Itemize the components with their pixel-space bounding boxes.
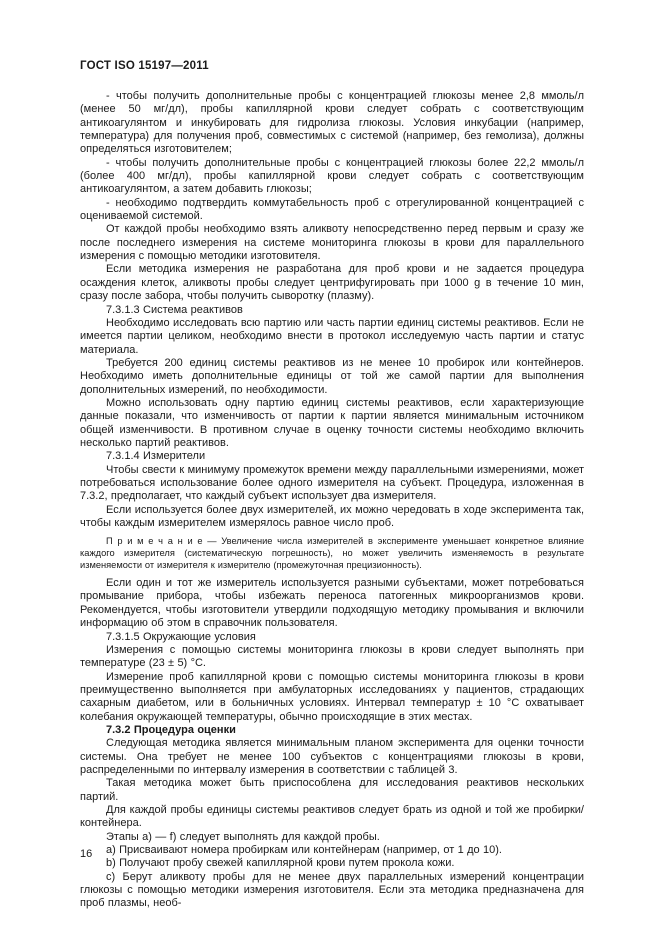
page-number: 16 bbox=[80, 848, 93, 860]
body-paragraph: - чтобы получить дополнительные пробы с концентрацией глюкозы менее 2,8 ммоль/л (менее 50 мг/дл), пробы капиллярной крови следует собрать с соответствующим антикоагулянтом и инкубировать для гидролиза глюкозы. Условия инкубации (например, температура) для получения проб, совместимых с системой (например, без гемолиза), должны определяться изготовителем; bbox=[80, 90, 584, 156]
section-heading: 7.3.1.4 Измерители bbox=[106, 450, 206, 463]
body-paragraph: Чтобы свести к минимуму промежуток времени между параллельными измерениями, может потребоваться использование более одного измерителя на субъект. Процедура, изложенная в 7.3.2, предполагает, что каждый субъект использует два измерителя. bbox=[80, 463, 584, 503]
body-paragraph: Измерение проб капиллярной крови с помощью системы мониторинга глюкозы в крови преимущественно выполняется при амбулаторных исследованиях у пациентов, страдающих сахарным диабетом, или в больничных условиях. Интервал температур ± 10 °C охватывает колебания окружающей температуры, обычно происходящие в этих местах. bbox=[80, 670, 584, 723]
body-paragraph: Требуется 200 единиц системы реактивов из не менее 10 пробирок или контейнеров. Необходимо иметь дополнительные единицы от той же самой партии для выполнения дополнительных измерений, по необходимости. bbox=[80, 356, 584, 396]
body-paragraph: Измерения с помощью системы мониторинга глюкозы в крови следует выполнять при температуре (23 ± 5) °C. bbox=[80, 643, 584, 670]
body-paragraph: Этапы a) — f) следует выполнять для каждой пробы. bbox=[106, 830, 380, 843]
body-paragraph: Следующая методика является минимальным планом эксперимента для оценки точности системы. Она требует не менее 100 субъектов с концентрациями глюкозы в крови, распределенными по интервалу измерения в соответствии с таблицей 3. bbox=[80, 737, 584, 776]
body-paragraph: - необходимо подтвердить коммутабельность проб с отрегулированной концентрацией с оцениваемой системой. bbox=[80, 196, 584, 223]
body-paragraph: Такая методика может быть приспособлена для исследования реактивов нескольких партий. bbox=[80, 777, 584, 803]
body-paragraph: От каждой пробы необходимо взять аликвоту непосредственно перед первым и сразу же после последнего измерения на системе мониторинга глюкозы в крови для параллельного измерения с помощью методики изготовителя. bbox=[80, 223, 584, 263]
body-paragraph: - чтобы получить дополнительные пробы с концентрацией глюкозы более 22,2 ммоль/л (более 400 мг/дл), пробы капиллярной крови следует собрать с соответствующим антикоагулянтом, а затем добавить глюкозы; bbox=[80, 156, 584, 196]
body-paragraph: Если используется более двух измерителей, их можно чередовать в ходе эксперимента так, чтобы каждым измерителем измерялось равное число проб. bbox=[80, 503, 584, 529]
section-heading: 7.3.1.5 Окружающие условия bbox=[106, 630, 256, 643]
section-heading: 7.3.2 Процедура оценки bbox=[106, 723, 236, 736]
list-item: a) Присваивают номера пробиркам или контейнерам (например, от 1 до 10). bbox=[106, 844, 502, 856]
list-item: b) Получают пробу свежей капиллярной крови путем прокола кожи. bbox=[106, 857, 455, 870]
body-paragraph: Если один и тот же измеритель используется разными субъектами, может потребоваться промывание прибора, чтобы избежать переноса патогенных микроорганизмов крови. Рекомендуется, чтобы изготовители утвердили подходящую методику промывания и включили информацию об этом в справочник пользователя. bbox=[80, 577, 584, 630]
body-paragraph: Необходимо исследовать всю партию или часть партии единиц системы реактивов. Если не имеется партии целиком, необходимо внести в протокол исследуемую часть партии и статус материала. bbox=[80, 316, 584, 356]
section-heading: 7.3.1.3 Система реактивов bbox=[106, 303, 243, 316]
note-paragraph: П р и м е ч а н и е — Увеличение числа измерителей в эксперименте уменьшает конкретное влияние каждого измерителя (систематическую погрешность), но может увеличить изменяемость в результате изменяемости от измерителя к измерителю (промежуточная прецизионность). bbox=[80, 536, 584, 570]
body-paragraph: Если методика измерения не разработана для проб крови и не задается процедура осаждения клеток, аликвоты пробы следует центрифугировать при 1000 g в течение 10 мин, сразу после забора, чтобы получить сыворотку (плазму). bbox=[80, 263, 584, 303]
document-title: ГОСТ ISO 15197—2011 bbox=[80, 60, 209, 72]
body-paragraph: Для каждой пробы единицы системы реактивов следует брать из одной и той же пробирки/контейнера. bbox=[80, 803, 584, 830]
body-paragraph: Можно использовать одну партию единиц системы реактивов, если характеризующие данные показали, что изменчивость от партии к партии является минимальным источником общей изменчивости. В противном случае в оценку точности системы необходимо включить несколько партий реактивов. bbox=[80, 396, 584, 449]
document-body bbox=[80, 90, 584, 911]
list-item: c) Берут аликвоту пробы для не менее двух параллельных измерений концентрации глюкозы с помощью методики измерения изготовителя. Если эта методика предназначена для проб плазмы, необ- bbox=[80, 870, 584, 910]
